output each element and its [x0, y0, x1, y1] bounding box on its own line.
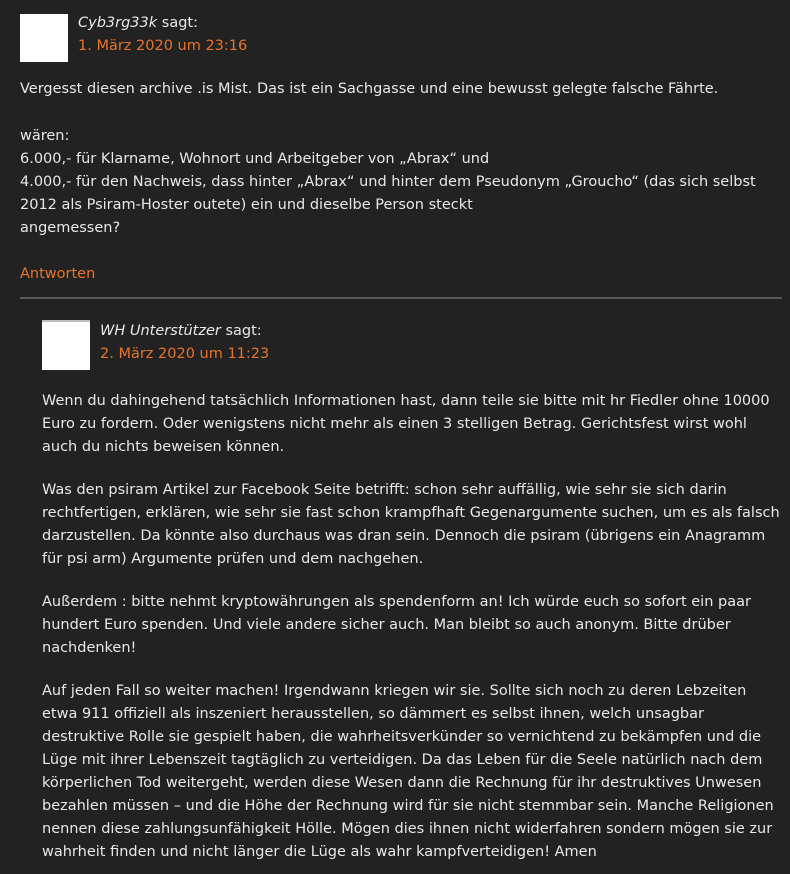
text-line: darzustellen. Da könnte also durchaus was dran sein. Dennoch die psiram (übrigens ein Anagramm [42, 528, 766, 544]
comment-paragraph [20, 125, 780, 240]
text-line: Lüge mit ihrer Lebenszeit tagtäglich zu verteidigen. Da das Leben für die Seele natürlich nach dem [42, 752, 763, 768]
comment-date-link[interactable]: 2. März 2020 um 11:23 [100, 346, 270, 362]
text-line: wären: [20, 128, 70, 144]
text-line: hundert Euro spenden. Und viele andere sicher auch. Man bleibt so auch anonym. Bitte drüber [42, 617, 731, 633]
comment-date-link[interactable]: 1. März 2020 um 23:16 [78, 38, 248, 54]
text-line: angemessen? [20, 220, 121, 236]
text-line: auch du nichts beweisen können. [42, 439, 285, 455]
says-label: sagt: [161, 15, 198, 31]
author-line [78, 12, 198, 35]
reply-link[interactable]: Antworten [20, 266, 96, 282]
author-line [100, 320, 262, 343]
comment-meta [42, 322, 782, 366]
comment-paragraph [42, 390, 782, 459]
comment-meta [20, 14, 780, 58]
comment-paragraph [20, 78, 780, 101]
avatar [20, 14, 68, 62]
comment-cyb3rg33k [20, 14, 780, 286]
says-label: sagt: [225, 323, 262, 339]
comment-author[interactable]: WH Unterstützer [100, 323, 221, 339]
text-line: nennen diese zahlungsunfähigkeit Hölle. Mögen dies ihnen nicht widerfahren sondern mögen sie zur [42, 821, 773, 837]
comment-paragraph [42, 591, 782, 660]
comment-wh-unterstuetzer [42, 322, 782, 864]
text-line: Auf jeden Fall so weiter machen! Irgendwann kriegen wir sie. Sollte sich noch zu deren Lebzeiten [42, 683, 747, 699]
text-line: bezahlen müssen – und die Höhe der Rechnung wird für sie nicht stemmbar sein. Manche Religionen [42, 798, 774, 814]
comment-author[interactable]: Cyb3rg33k [78, 15, 158, 31]
text-line: wahrheit finden und nicht länger die Lüge als wahr kampfverteidigen! Amen [42, 844, 597, 860]
text-line: etwa 911 offiziell als inszeniert herausstellen, so dämmert es selbst ihnen, welch unsagbar [42, 706, 704, 722]
text-line: Euro zu fordern. Oder wenigstens nicht mehr als einen 3 stelligen Betrag. Gerichtsfest wirst wohl [42, 416, 747, 432]
text-line: für psi arm) Argumente prüfen und dem nachgehen. [42, 551, 424, 567]
text-line: destruktive Rolle sie gespielt haben, die wahrheitsverkünder so vernichtend zu bekämpfen und die [42, 729, 762, 745]
comment-paragraph [42, 680, 782, 864]
text-line: Vergesst diesen archive .is Mist. Das ist ein Sachgasse und eine bewusst gelegte falsche Fährte. [20, 81, 719, 97]
text-line: Außerdem : bitte nehmt kryptowährungen als spendenform an! Ich würde euch so sofort ein paar [42, 594, 751, 610]
comment-paragraph [42, 479, 782, 571]
comment-divider [20, 297, 782, 299]
text-line: rechtfertigen, erklären, wie sehr sie fast schon krampfhaft Gegenargumente suchen, um es als falsch [42, 505, 780, 521]
avatar [42, 320, 90, 370]
text-line: nachdenken! [42, 640, 137, 656]
text-line: körperlichen Tod weitergeht, werden diese Wesen dann die Rechnung für ihr destruktives Unwesen [42, 775, 762, 791]
text-line: 4.000,- für den Nachweis, dass hinter „Abrax“ und hinter dem Pseudonym „Groucho“ (das sich selbst [20, 174, 756, 190]
text-line: Wenn du dahingehend tatsächlich Informationen hast, dann teile sie bitte mit hr Fiedler ohne 10000 [42, 393, 770, 409]
text-line: 6.000,- für Klarname, Wohnort und Arbeitgeber von „Abrax“ und [20, 151, 490, 167]
text-line: Was den psiram Artikel zur Facebook Seite betrifft: schon sehr auffällig, wie sehr sie sich darin [42, 482, 727, 498]
text-line: 2012 als Psiram-Hoster outete) ein und dieselbe Person steckt [20, 197, 473, 213]
